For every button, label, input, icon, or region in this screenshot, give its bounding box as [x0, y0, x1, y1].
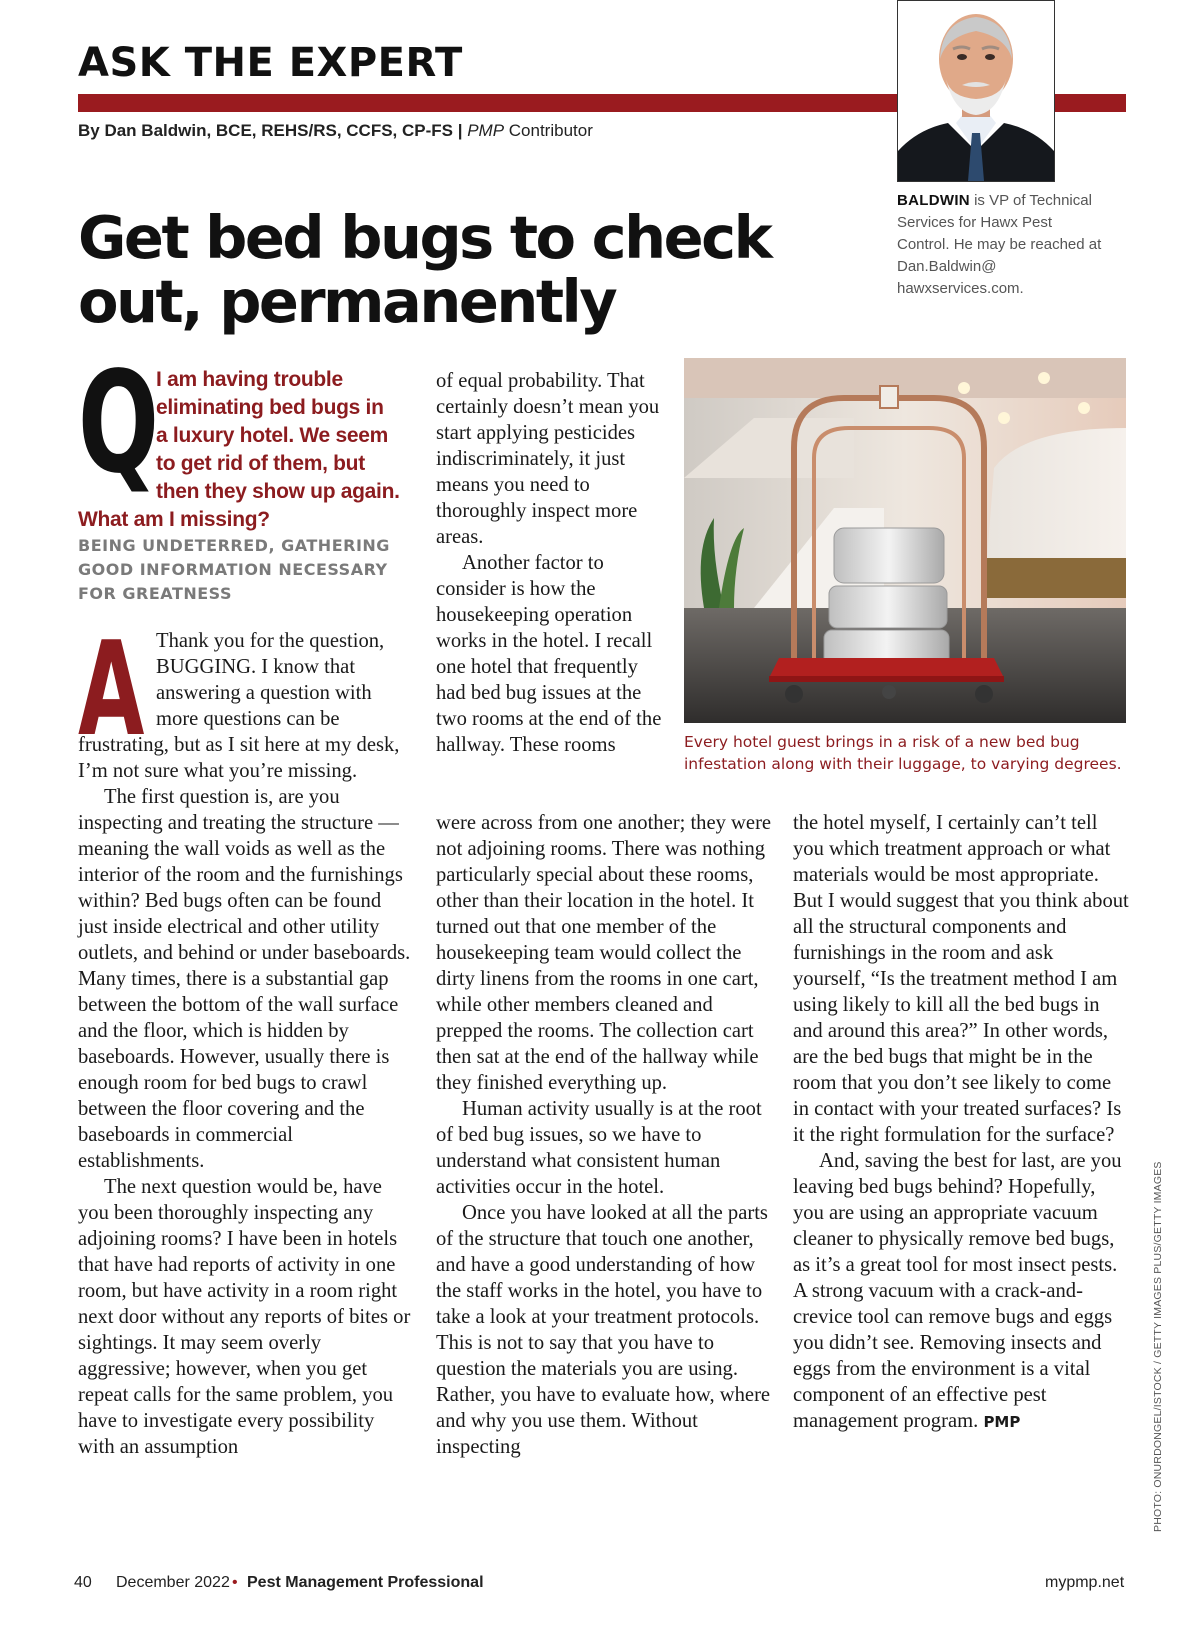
- question-drop-cap: Q: [78, 342, 159, 505]
- article-headline: Get bed bugs to check out, permanently: [78, 203, 771, 336]
- magazine-name: Pest Management Professional: [247, 1574, 484, 1591]
- byline-separator: |: [453, 121, 468, 140]
- answer-paragraph: The first question is, are you inspecting and treating the structure — meaning the wall voids as well as the interior of the room and the furnishings within? Bed bugs often can be found just inside electrical and other utility outlets, and behind or under baseboards. Many times, there is a substantial gap between the bottom of the wall surface and the floor, which is hidden by baseboards. However, usually there is enough room for bed bugs to crawl between the floor covering and the baseboards in commercial establishments.: [78, 786, 411, 1172]
- answer-column-1: [78, 613, 416, 1460]
- drop-cap-spacer: [78, 628, 156, 728]
- author-bio: [897, 190, 1107, 300]
- author-portrait: [897, 0, 1055, 182]
- answer-column-2: [436, 810, 776, 1460]
- answer-paragraph: were across from one another; they were not adjoining rooms. There was nothing particularly special about these rooms, other than their location in the hotel. It turned out that one member of the housekeeping team would collect the dirty linens from the rooms in one cart, while other members cleaned and prepped the rooms. The collection cart then sat at the end of the hallway while they finished everything up.: [436, 812, 772, 1094]
- answer-paragraph: Human activity usually is at the root of bed bug issues, so we have to understand what consistent human activities occur in the hotel.: [436, 1098, 762, 1198]
- question-line: then they show up again.: [156, 480, 400, 503]
- footer-bullet: •: [232, 1574, 238, 1591]
- issue-date: December 2022: [116, 1574, 230, 1591]
- hotel-luggage-cart-photo: [684, 358, 1126, 723]
- photo-caption: Every hotel guest brings in a risk of a new bed bug infestation along with their luggage, to varying degrees.: [684, 733, 1122, 773]
- page-number: 40: [74, 1574, 92, 1591]
- question-line: What am I missing?: [78, 508, 270, 531]
- byline: [78, 121, 593, 141]
- question-text: [78, 366, 408, 534]
- byline-role: Contributor: [504, 121, 593, 140]
- bio-name: BALDWIN: [897, 192, 970, 209]
- answer-column-3: [793, 810, 1129, 1435]
- question-line: a luxury hotel. We seem: [156, 424, 388, 447]
- answer-paragraph: The next question would be, have you been thoroughly inspecting any adjoining rooms? I have been in hotels that have had reports of activity in one room, but have activity in a room right next door without any reports of bites or sightings. It may seem overly aggressive; however, when you get repeat calls for the same problem, you have to investigate every possibility with an assumption: [78, 1176, 411, 1458]
- bio-text: is VP of Technical Services for Hawx Pest Control. He may be reached at Dan.Baldwin@ hawxservices.com.: [897, 192, 1102, 297]
- website: mypmp.net: [1045, 1574, 1125, 1591]
- answer-paragraph: Once you have looked at all the parts of the structure that touch one another, and have a good understanding of how the staff works in the hotel, you have to take a look at your treatment protocols. This is not to say that you have to question the materials you are using. Rather, you have to evaluate how, where and why you use them. Without inspecting: [436, 1202, 771, 1458]
- question-line: I am having trouble: [156, 368, 343, 391]
- byline-publication: PMP: [467, 121, 505, 140]
- question-line: to get rid of them, but: [156, 452, 365, 475]
- answer-column-2-top: [436, 368, 672, 758]
- answer-paragraph: of equal probability. That certainly doesn’t mean you start applying pesticides indiscriminately, it just means you need to thoroughly inspect more areas.: [436, 370, 660, 548]
- question-line: eliminating bed bugs in: [156, 396, 384, 419]
- answer-paragraph: [793, 1148, 1129, 1435]
- section-title: ASK THE EXPERT: [78, 40, 463, 86]
- answer-drop-cap: A: [78, 613, 145, 765]
- question-signature: BEING UNDETERRED, GATHERING GOOD INFORMATION NECESSARY FOR GREATNESS: [78, 536, 390, 603]
- answer-paragraph: Thank you for the question, BUGGING. I know that answering a question with more questions can be frustrating, but as I sit here at my desk, I’m not sure what you’re missing.: [78, 630, 400, 782]
- photo-credit: PHOTO: ONURDONGEL/ISTOCK / GETTY IMAGES PLUS/GETTY IMAGES: [1152, 1161, 1164, 1532]
- byline-author: By Dan Baldwin, BCE, REHS/RS, CCFS, CP-FS: [78, 121, 453, 140]
- answer-paragraph: the hotel myself, I certainly can’t tell you which treatment approach or what materials would be most appropriate. But I would suggest that you think about all the structural components and furnishings in the room and ask yourself, “Is the treatment method I am using likely to kill all the bed bugs in and around this area?” In other words, are the bed bugs that might be in the room that you don’t see likely to come in contact with your treated surfaces? Is it the right formulation for the surface?: [793, 812, 1129, 1146]
- answer-paragraph-text: And, saving the best for last, are you leaving bed bugs behind? Hopefully, you are using an appropriate vacuum cleaner to physically remove bed bugs, as it’s a great tool for most insect pests. A strong vacuum with a crack-and-crevice tool can remove bugs and eggs you didn’t see. Removing insects and eggs from the environment is a vital component of an effective pest management program.: [793, 1150, 1122, 1432]
- end-mark: PMP: [983, 1413, 1021, 1431]
- answer-paragraph: Another factor to consider is how the housekeeping operation works in the hotel. I recall one hotel that frequently had bed bug issues at the two rooms at the end of the hallway. These rooms: [436, 552, 662, 756]
